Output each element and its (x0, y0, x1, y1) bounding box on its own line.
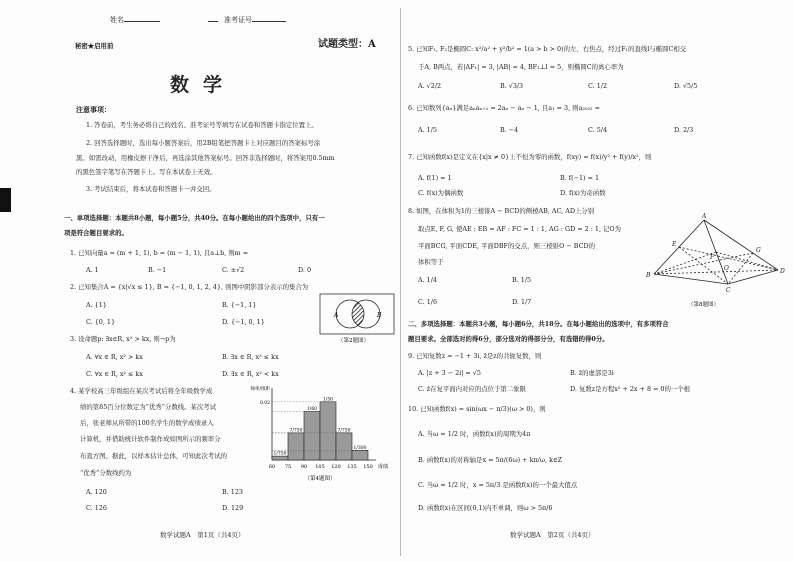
section2-heading-2: 题目要求。全部选对的得6分，部分选对的得部分分，有选错的得0分。 (408, 335, 609, 343)
edge-ad (704, 220, 778, 270)
q6-option-c: C. 5/4 (588, 126, 608, 134)
x-axis-label: 成绩 (378, 464, 389, 470)
bar-135-150 (352, 450, 368, 460)
q8-option-c: C. 1/6 (418, 298, 438, 306)
q4-option-c: C. 126 (86, 504, 107, 512)
q2-caption: （第2题图） (338, 338, 369, 344)
q1-stem: 1. 已知向量a = (m + 1, 1), b = (m − 1, 1), 且a⊥b, 则m = (70, 249, 249, 257)
tetrahedron-figure (626, 212, 792, 310)
venn-label-a: A (334, 312, 339, 319)
q7-stem: 7. 已知函数f(x)是定义在{x|x ≠ 0}上不恒为零的函数，f(xy) = f(x)/y² + f(y)/x²，则 (408, 153, 652, 161)
q6-option-b: B. −4 (500, 126, 519, 134)
histogram-chart (250, 386, 390, 486)
q7-option-c: C. f(x)为偶函数 (418, 189, 464, 197)
q8-option-a: A. 1/4 (418, 276, 437, 284)
point-o: O (724, 265, 729, 272)
q4-option-b: B. 123 (222, 488, 243, 496)
q1-option-b: B. −1 (148, 266, 167, 274)
q4-line-4: 计算机，并借助统计软件制作成如图所示的频率分 (80, 435, 221, 443)
q6-option-a: A. 1/5 (418, 126, 437, 134)
q8-line-1: 8. 如图，在体积为1的三棱锥A − BCD的侧棱AB, AC, AD上分别 (408, 207, 595, 215)
line-fb (654, 252, 716, 274)
q1-option-c: C. ±√2 (222, 266, 245, 274)
edge-bc (654, 274, 728, 284)
q7-option-d: D. f(x)为奇函数 (560, 189, 606, 197)
q9-option-a: A. |z + 3 − 2i| = √5 (418, 369, 481, 377)
q9-option-c: C. z̄在复平面内对应的点位于第二象限 (418, 385, 526, 393)
bar-90-105 (304, 412, 320, 460)
q6-option-d: D. 2/3 (674, 126, 694, 134)
q9-option-b: B. z̄的虚部是3i (570, 369, 614, 377)
secret-label: 秘密★启用前 (75, 42, 114, 50)
bar-label-120-135: 7/750 (337, 428, 351, 434)
q7-option-b: B. f(−1) = 1 (560, 174, 600, 182)
bar-105-120 (320, 402, 336, 460)
bar-60-75 (272, 456, 288, 460)
q2-option-b: B. {−1, 1} (222, 301, 257, 309)
q8-option-d: D. 1/7 (512, 298, 532, 306)
q2-stem: 2. 已知集合A = {x|√x ≤ 1}, B = {−1, 0, 1, 2, 4}, 则图中阴影部分表示的集合为 (70, 283, 309, 291)
q9-option-d: D. 复数z是方程x² + 2x + 8 = 0的一个根 (570, 385, 691, 393)
x-tick-120: 120 (331, 464, 341, 470)
section2-heading: 二、多项选择题：本题共3小题，每小题6分，共18分。在每小题给出的选项中，有多项符合 (408, 320, 669, 328)
point-d: D (780, 268, 785, 275)
note-line-1: 1. 答卷前，考生务必将自己的姓名、准考证号等填写在试卷和答题卡指定位置上。 (86, 121, 318, 129)
q9-stem: 9. 已知复数z = −1 + 3i, z̄是z的共轭复数，则 (408, 352, 542, 360)
q10-stem: 10. 已知函数f(x) = sin(ωx − π/3)(ω > 0)，则 (408, 405, 546, 413)
name-field (110, 16, 160, 25)
edge-bd (654, 270, 778, 274)
name-label: 姓名 (110, 16, 124, 24)
x-tick-75: 75 (284, 464, 292, 470)
section1-heading-2: 项是符合题目要求的。 (64, 229, 128, 237)
q2-option-d: D. {−1, 0, 1} (222, 318, 265, 326)
q2-option-c: C. {0, 1} (86, 318, 116, 326)
footer-left: 数学试题A 第1页（共4页） (160, 531, 245, 539)
histogram-plot (250, 385, 388, 482)
q4-option-a: A. 120 (86, 488, 107, 496)
edge-cd (728, 270, 778, 284)
x-tick-150: 150 (363, 464, 373, 470)
bar-label-90-105: 1/60 (306, 407, 318, 413)
q8-line-3: 平面BCG, 平面CDE, 平面DBF的交点，则三棱锥O − BCD的 (418, 242, 595, 250)
q2-option-a: A. {1} (86, 301, 107, 309)
q8-option-b: B. 1/5 (512, 276, 532, 284)
q8-line-2: 取点E, F, G, 使AE : EB = AF : FC = 1 : 1, AG : GD = 2 : 1, 记O为 (418, 225, 622, 233)
bar-label-105-120: 1/50 (322, 397, 334, 403)
q5-option-b: B. √3/3 (500, 82, 524, 90)
q4-line-6: “优秀”分数线约为 (80, 469, 132, 477)
q1-option-d: D. 0 (298, 266, 312, 274)
q5-stem-2: 于A, B两点，若|AF₁| = 3, |AB| = 4, BF₁⊥l = 5，则椭圆C的离心率为 (418, 63, 624, 71)
bar-label-60-75: 1/750 (273, 451, 287, 457)
x-tick-60: 60 (268, 464, 276, 470)
bar-120-135 (336, 433, 352, 460)
q4-line-5: 布直方图。据此，以样本估计总体，可知此次考试的 (80, 452, 227, 460)
exam-number-label: 准考证号 (224, 16, 252, 24)
q5-option-a: A. √2/2 (418, 82, 442, 90)
q5-option-d: D. √5/5 (674, 82, 698, 90)
point-b: B (646, 272, 651, 279)
note-line-3: 黑。如需改动，用橡皮擦干净后，再选涂其他答案标号。回答非选择题时，将答案用0.5mm (76, 154, 335, 162)
venn-label-b: B (377, 312, 382, 319)
y-tick-0.02: 0.02 (259, 400, 270, 406)
q7-option-a: A. f(1) = 1 (418, 174, 452, 182)
right-page (400, 0, 794, 561)
q3-stem: 3. 设命题p: ∃x∈R, x² > kx, 则¬p为 (70, 335, 176, 343)
exam-number-field (208, 16, 286, 25)
bar-label-135-150: 1/300 (353, 445, 367, 451)
point-c: C (726, 287, 731, 294)
q1-option-a: A. 1 (86, 266, 99, 274)
q3-option-b: B. ∃x ∈ R, x² ≤ kx (222, 353, 279, 361)
bar-75-90 (288, 433, 304, 460)
x-tick-105: 105 (315, 464, 325, 470)
point-e: E (672, 241, 677, 248)
point-g: G (756, 247, 761, 254)
q10-option-d: D. 函数f(x)在区间(0,1)内不单调，则ω > 5π/6 (418, 504, 553, 512)
q10-option-a: A. 当ω = 1/2 时，函数f(x)的周期为4π (418, 430, 531, 438)
q10-option-b: B. 函数f(x)的对称轴是x = 5π/(6ω) + kπ/ω, k∈Z (418, 456, 563, 464)
q3-option-c: C. ∀x ∈ R, x² ≤ kx (86, 370, 143, 378)
q3-option-d: D. ∃x ∈ R, x² < kx (222, 370, 279, 378)
q6-stem: 6. 已知数列{aₙ}满足aₙaₙ₊₁ = 2aₙ − aₙ − 1, 且a₁ = 3, 则a₂₀₂₂ = (408, 104, 601, 112)
paper-type: 试题类型：A (318, 39, 376, 50)
q4-line-2: 绩的第85百分位数定为“优秀”分数线。某次考试 (80, 403, 217, 411)
q5-stem-1: 5. 已知F₁, F₂是椭圆C: x²/a² + y²/b² = 1(a > b > 0)的左、右焦点，经过F₁的直线l与椭圆C相交 (408, 45, 687, 53)
note-line-2: 2. 回答选择题时，选出每小题答案后，用2B铅笔把答题卡上对应题目的答案标号涂 (86, 139, 321, 147)
footer-right: 数学试题A 第2页（共4页） (510, 531, 595, 539)
q4-option-d: D. 129 (222, 504, 244, 512)
q4-caption: （第4题图） (304, 476, 336, 482)
q4-line-1: 4. 某学校高三年级组在某次考试后将全年级数学成 (70, 387, 213, 395)
x-tick-135: 135 (347, 464, 357, 470)
page-title: 数学 (170, 74, 237, 96)
q10-option-c: C. 当ω = 1/2 时，x = 5π/3 是函数f(x)的一个最大值点 (418, 481, 578, 489)
note-line-4: 的黑色签字笔写在答题卡上。写在本试卷上无效。 (76, 168, 217, 176)
q8-caption: （第8题图） (688, 302, 719, 308)
venn-diagram (318, 292, 398, 344)
section1-heading: 一、单项选择题：本题共8小题，每小题5分，共40分。在每小题给出的四个选项中，只有一 (64, 214, 325, 222)
q4-line-3: 后，张老师从所带的100名学生的数学成绩录入 (80, 419, 214, 427)
q8-line-4: 体积等于 (418, 258, 444, 266)
point-a: A (702, 213, 707, 220)
q3-option-a: A. ∀x ∈ R, x² > kx (86, 353, 143, 361)
point-f: F (710, 254, 715, 261)
bar-label-75-90: 7/750 (289, 428, 303, 434)
q5-option-c: C. 1/2 (588, 82, 608, 90)
notes-heading: 注意事项： (76, 105, 111, 114)
x-tick-90: 90 (300, 464, 308, 470)
note-line-5: 3. 考试结束后，将本试卷和答题卡一并交回。 (86, 185, 216, 193)
y-axis-label: 频率/组距 (250, 387, 270, 392)
